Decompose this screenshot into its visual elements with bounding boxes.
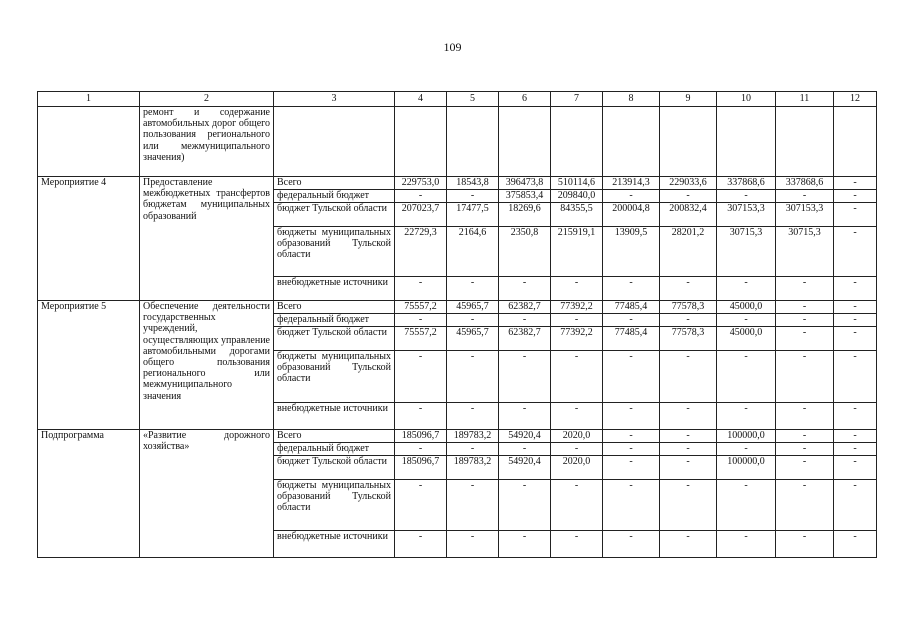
value-cell: - (660, 403, 717, 430)
value-cell: - (834, 480, 877, 531)
value-cell: 307153,3 (776, 203, 834, 227)
cell-empty (776, 107, 834, 177)
value-cell: - (603, 190, 660, 203)
cell-empty (834, 107, 877, 177)
measure-description: Предоставление межбюджетных трансфертов бюджетам муниципальных образований (140, 177, 274, 301)
value-cell: 2020,0 (551, 456, 603, 480)
value-cell: - (395, 351, 447, 403)
header-row (38, 92, 877, 107)
value-cell: 200832,4 (660, 203, 717, 227)
column-header: 12 (834, 92, 877, 107)
value-cell: 337868,6 (776, 177, 834, 190)
value-cell: 45965,7 (447, 301, 499, 314)
value-cell: - (395, 403, 447, 430)
value-cell: - (834, 227, 877, 277)
value-cell: 375853,4 (499, 190, 551, 203)
value-cell: 185096,7 (395, 430, 447, 443)
value-cell: - (447, 403, 499, 430)
value-cell: - (499, 277, 551, 301)
value-cell: 215919,1 (551, 227, 603, 277)
column-header: 10 (717, 92, 776, 107)
value-cell: - (717, 443, 776, 456)
value-cell: - (551, 314, 603, 327)
value-cell: - (776, 314, 834, 327)
value-cell: 207023,7 (395, 203, 447, 227)
value-cell: - (603, 531, 660, 558)
value-cell: - (776, 351, 834, 403)
value-cell: - (551, 443, 603, 456)
value-cell: 84355,5 (551, 203, 603, 227)
cell-empty (603, 107, 660, 177)
value-cell: 22729,3 (395, 227, 447, 277)
table-row (38, 301, 877, 314)
column-header: 4 (395, 92, 447, 107)
value-cell: - (776, 190, 834, 203)
value-cell: 62382,7 (499, 301, 551, 314)
table-row (38, 107, 877, 177)
funding-source: Всего (274, 430, 395, 443)
value-cell: 2020,0 (551, 430, 603, 443)
column-header: 8 (603, 92, 660, 107)
value-cell: - (834, 203, 877, 227)
funding-source: федеральный бюджет (274, 190, 395, 203)
value-cell: - (776, 456, 834, 480)
value-cell: 396473,8 (499, 177, 551, 190)
value-cell: 229753,0 (395, 177, 447, 190)
value-cell: - (660, 480, 717, 531)
value-cell: 77578,3 (660, 327, 717, 351)
value-cell: 13909,5 (603, 227, 660, 277)
value-cell: - (551, 277, 603, 301)
funding-source: бюджеты муниципальных образований Тульской области (274, 227, 395, 277)
value-cell: - (660, 351, 717, 403)
value-cell: 18269,6 (499, 203, 551, 227)
value-cell: - (834, 277, 877, 301)
continuation-description: ремонт и содержание автомобильных дорог общего пользования регионального или межмуниципального значения) (140, 107, 274, 177)
measure-name: Мероприятие 5 (38, 301, 140, 430)
column-header: 11 (776, 92, 834, 107)
value-cell: - (499, 443, 551, 456)
value-cell: - (395, 443, 447, 456)
value-cell: 77578,3 (660, 301, 717, 314)
value-cell: - (834, 351, 877, 403)
value-cell: - (717, 351, 776, 403)
cell-empty (447, 107, 499, 177)
column-header: 3 (274, 92, 395, 107)
value-cell: - (603, 480, 660, 531)
value-cell: - (660, 190, 717, 203)
measure-name: Мероприятие 4 (38, 177, 140, 301)
value-cell: 100000,0 (717, 430, 776, 443)
value-cell: - (603, 456, 660, 480)
value-cell: 18543,8 (447, 177, 499, 190)
value-cell: - (395, 314, 447, 327)
page-number: 109 (443, 40, 462, 54)
value-cell: 307153,3 (717, 203, 776, 227)
value-cell: 337868,6 (717, 177, 776, 190)
funding-source: бюджет Тульской области (274, 203, 395, 227)
value-cell: - (395, 480, 447, 531)
value-cell: - (776, 327, 834, 351)
value-cell: - (717, 403, 776, 430)
value-cell: - (499, 531, 551, 558)
value-cell: 77485,4 (603, 327, 660, 351)
value-cell: - (447, 443, 499, 456)
value-cell: - (660, 456, 717, 480)
value-cell: - (447, 277, 499, 301)
value-cell: 209840,0 (551, 190, 603, 203)
column-header: 5 (447, 92, 499, 107)
cell-empty (274, 107, 395, 177)
measure-name: Подпрограмма (38, 430, 140, 558)
value-cell: - (834, 314, 877, 327)
value-cell: 189783,2 (447, 430, 499, 443)
value-cell: 510114,6 (551, 177, 603, 190)
value-cell: 77392,2 (551, 327, 603, 351)
value-cell: 213914,3 (603, 177, 660, 190)
value-cell: 30715,3 (717, 227, 776, 277)
value-cell: - (551, 480, 603, 531)
value-cell: - (660, 277, 717, 301)
table-row (38, 430, 877, 443)
value-cell: - (834, 301, 877, 314)
column-header: 9 (660, 92, 717, 107)
value-cell: - (776, 531, 834, 558)
value-cell: - (776, 277, 834, 301)
funding-source: бюджеты муниципальных образований Тульской области (274, 480, 395, 531)
value-cell: - (776, 301, 834, 314)
value-cell: - (551, 531, 603, 558)
value-cell: - (834, 403, 877, 430)
value-cell: - (603, 314, 660, 327)
value-cell: - (717, 531, 776, 558)
value-cell: - (776, 403, 834, 430)
value-cell: - (499, 403, 551, 430)
value-cell: - (834, 190, 877, 203)
value-cell: 45000,0 (717, 301, 776, 314)
cell-empty (38, 107, 140, 177)
value-cell: - (834, 531, 877, 558)
value-cell: - (660, 314, 717, 327)
value-cell: 54920,4 (499, 456, 551, 480)
value-cell: - (551, 403, 603, 430)
value-cell: - (776, 430, 834, 443)
value-cell: - (395, 277, 447, 301)
value-cell: - (717, 480, 776, 531)
funding-source: бюджеты муниципальных образований Тульской области (274, 351, 395, 403)
funding-source: бюджет Тульской области (274, 456, 395, 480)
value-cell: - (660, 531, 717, 558)
value-cell: - (660, 430, 717, 443)
value-cell: - (834, 443, 877, 456)
column-header: 1 (38, 92, 140, 107)
column-header: 2 (140, 92, 274, 107)
value-cell: - (603, 277, 660, 301)
value-cell: 62382,7 (499, 327, 551, 351)
value-cell: 2164,6 (447, 227, 499, 277)
value-cell: - (447, 190, 499, 203)
value-cell: - (603, 403, 660, 430)
value-cell: 75557,2 (395, 301, 447, 314)
value-cell: - (660, 443, 717, 456)
funding-source: внебюджетные источники (274, 403, 395, 430)
value-cell: 77392,2 (551, 301, 603, 314)
value-cell: - (447, 351, 499, 403)
value-cell: 200004,8 (603, 203, 660, 227)
funding-source: федеральный бюджет (274, 314, 395, 327)
funding-source: федеральный бюджет (274, 443, 395, 456)
cell-empty (660, 107, 717, 177)
funding-source: Всего (274, 301, 395, 314)
value-cell: - (717, 277, 776, 301)
value-cell: 2350,8 (499, 227, 551, 277)
value-cell: 17477,5 (447, 203, 499, 227)
value-cell: - (447, 531, 499, 558)
value-cell: - (776, 480, 834, 531)
value-cell: - (834, 327, 877, 351)
cell-empty (499, 107, 551, 177)
cell-empty (395, 107, 447, 177)
value-cell: 189783,2 (447, 456, 499, 480)
value-cell: - (776, 443, 834, 456)
funding-source: внебюджетные источники (274, 531, 395, 558)
cell-empty (717, 107, 776, 177)
value-cell: - (499, 314, 551, 327)
value-cell: - (834, 430, 877, 443)
funding-source: бюджет Тульской области (274, 327, 395, 351)
value-cell: - (834, 177, 877, 190)
value-cell: - (499, 480, 551, 531)
value-cell: 28201,2 (660, 227, 717, 277)
value-cell: 45000,0 (717, 327, 776, 351)
value-cell: - (717, 314, 776, 327)
value-cell: - (447, 480, 499, 531)
value-cell: - (395, 531, 447, 558)
value-cell: 30715,3 (776, 227, 834, 277)
measure-description: Обеспечение деятельности государственных учреждений, осуществляющих управление автомобильными дорогами общего пользования регионального или межмуниципального значения (140, 301, 274, 430)
value-cell: - (395, 190, 447, 203)
cell-empty (551, 107, 603, 177)
value-cell: - (603, 351, 660, 403)
value-cell: - (447, 314, 499, 327)
value-cell: 185096,7 (395, 456, 447, 480)
value-cell: - (717, 190, 776, 203)
value-cell: 45965,7 (447, 327, 499, 351)
value-cell: 229033,6 (660, 177, 717, 190)
measure-description: «Развитие дорожного хозяйства» (140, 430, 274, 558)
value-cell: - (603, 443, 660, 456)
table-row (38, 177, 877, 190)
value-cell: - (834, 456, 877, 480)
value-cell: 75557,2 (395, 327, 447, 351)
value-cell: - (603, 430, 660, 443)
column-header: 6 (499, 92, 551, 107)
funding-source: внебюджетные источники (274, 277, 395, 301)
column-header: 7 (551, 92, 603, 107)
funding-source: Всего (274, 177, 395, 190)
budget-table (37, 91, 877, 558)
value-cell: 54920,4 (499, 430, 551, 443)
value-cell: - (551, 351, 603, 403)
value-cell: 77485,4 (603, 301, 660, 314)
value-cell: 100000,0 (717, 456, 776, 480)
value-cell: - (499, 351, 551, 403)
